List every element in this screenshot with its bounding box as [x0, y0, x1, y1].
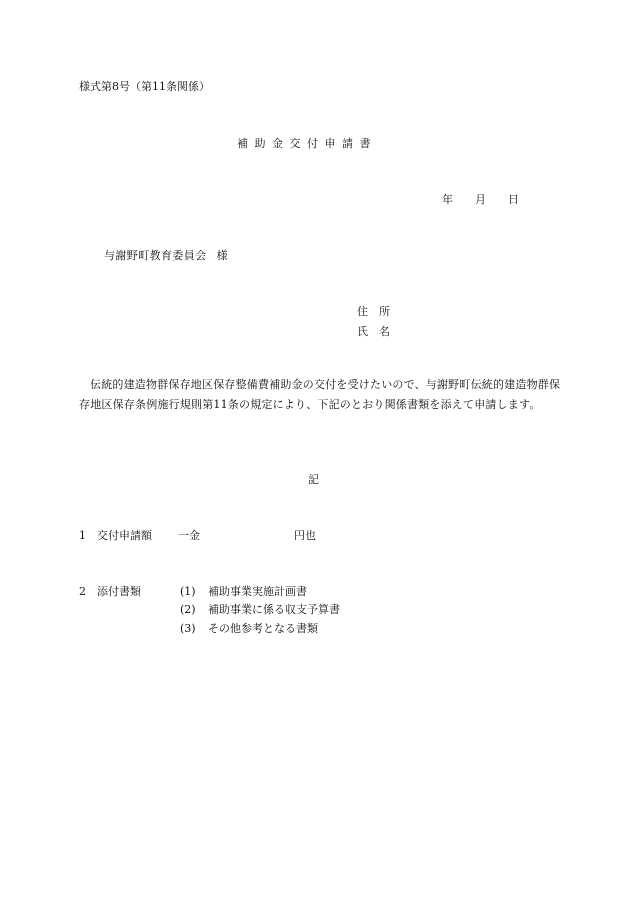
applicant-name-label	[357, 325, 390, 339]
name-label-char-2: 名	[379, 325, 390, 338]
attachment-3-text: その他参考となる書類	[208, 622, 318, 635]
item2-label: 添付書類	[97, 585, 141, 598]
application-body-text: 伝統的建造物群保存地区保存整備費補助金の交付を受けたいので、与謝野町伝統的建造物群保存地区保存条例施行規則第11条の規定により、下記のとおり関係書類を添えて申請します。	[79, 378, 561, 411]
attachment-2-number: (2)	[180, 603, 196, 616]
date-year-label: 年	[442, 193, 453, 206]
attachment-3-number: (3)	[180, 622, 196, 635]
date-month-label: 月	[475, 193, 486, 206]
recipient	[104, 249, 228, 263]
item1-amount-suffix: 円也	[294, 529, 316, 542]
address-label-char-2: 所	[379, 305, 390, 318]
applicant-address-label	[357, 305, 390, 319]
document-title: 補助金交付申請書	[237, 137, 377, 150]
ki-heading: 記	[308, 473, 319, 486]
item1-number: 1	[79, 529, 86, 542]
recipient-name: 与謝野町教育委員会	[104, 249, 207, 262]
form-number: 様式第8号（第11条関係）	[79, 80, 210, 93]
date-line	[442, 193, 519, 207]
attachment-2-text: 補助事業に係る収支予算書	[208, 603, 340, 616]
address-label-char-1: 住	[357, 305, 368, 318]
item1-label: 交付申請額	[97, 529, 152, 542]
attachment-1-text: 補助事業実施計画書	[208, 585, 307, 598]
attachment-1-number: (1)	[180, 585, 196, 598]
item2-number: 2	[79, 585, 86, 598]
date-day-label: 日	[508, 193, 519, 206]
item1-amount-prefix: 一金	[178, 529, 200, 542]
name-label-char-1: 氏	[357, 325, 368, 338]
recipient-honorific: 様	[216, 249, 229, 262]
